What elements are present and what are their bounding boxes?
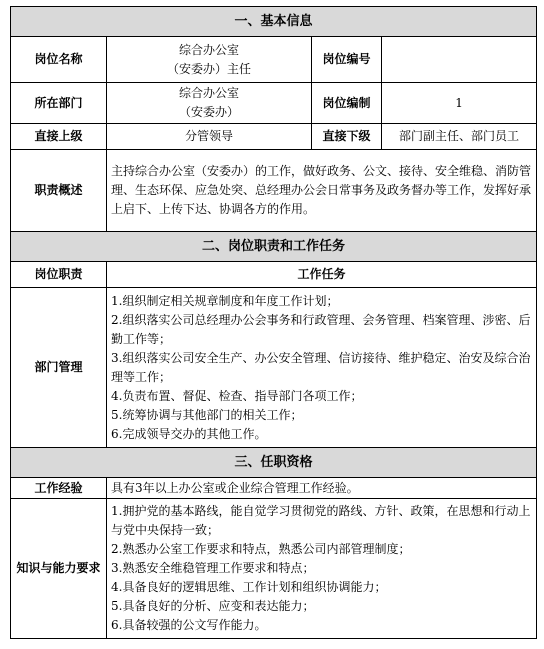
- overview-value: 主持综合办公室（安委办）的工作，做好政务、公文、接待、安全维稳、消防管理、生态环保、应急处突、总经理办公会日常事务及政务督办等工作，发挥好承上启下、上传下达、协调各方的作用。: [107, 150, 537, 232]
- overview-label: 职责概述: [11, 150, 107, 232]
- subordinate-label: 直接下级: [312, 124, 382, 150]
- subordinate-value: 部门副主任、部门员工: [382, 124, 537, 150]
- task-item: 3.组织落实公司安全生产、办公安全管理、信访接待、维护稳定、治安及综合治理等工作；: [111, 350, 531, 384]
- requirement-item: 1.拥护党的基本路线，能自觉学习贯彻党的路线、方针、政策，在思想和行动上与党中央保持一致；: [111, 504, 531, 537]
- knowledge-ability-label: 知识与能力要求: [11, 499, 107, 639]
- section-duties-title: 二、岗位职责和工作任务: [11, 232, 537, 262]
- position-name-value: 综合办公室 （安委办）主任: [107, 37, 312, 83]
- job-description-table: [10, 6, 537, 639]
- experience-value: 具有3年以上办公室或企业综合管理工作经验。: [107, 478, 537, 499]
- requirement-list: [107, 499, 537, 639]
- position-code-value: [382, 37, 537, 83]
- section-basic-info-title: 一、基本信息: [11, 7, 537, 37]
- task-item: 4.负责布置、督促、检查、指导部门各项工作；: [111, 388, 363, 403]
- headcount-value: 1: [382, 83, 537, 124]
- task-column-header: 工作任务: [107, 262, 537, 288]
- requirement-item: 5.具备良好的分析、应变和表达能力；: [111, 599, 315, 613]
- duty-column-header: 岗位职责: [11, 262, 107, 288]
- requirement-item: 2.熟悉办公室工作要求和特点，熟悉公司内部管理制度；: [111, 542, 411, 556]
- task-item: 6.完成领导交办的其他工作。: [111, 426, 267, 441]
- task-item: 5.统筹协调与其他部门的相关工作；: [111, 407, 303, 422]
- section-qualifications-title: 三、任职资格: [11, 448, 537, 478]
- requirement-item: 3.熟悉安全维稳管理工作要求和特点；: [111, 561, 315, 575]
- requirement-item: 6.具备较强的公文写作能力。: [111, 618, 267, 632]
- superior-label: 直接上级: [11, 124, 107, 150]
- requirement-item: 4.具备良好的逻辑思维、工作计划和组织协调能力；: [111, 580, 387, 594]
- task-item: 2.组织落实公司总经理办公会事务和行政管理、会务管理、档案管理、涉密、后勤工作等；: [111, 312, 531, 346]
- department-label: 所在部门: [11, 83, 107, 124]
- headcount-label: 岗位编制: [312, 83, 382, 124]
- position-name-label: 岗位名称: [11, 37, 107, 83]
- task-list: [107, 288, 537, 448]
- experience-label: 工作经验: [11, 478, 107, 499]
- task-item: 1.组织制定相关规章制度和年度工作计划；: [111, 293, 339, 308]
- position-code-label: 岗位编号: [312, 37, 382, 83]
- department-management-label: 部门管理: [11, 288, 107, 448]
- superior-value: 分管领导: [107, 124, 312, 150]
- department-value: 综合办公室 （安委办）: [107, 83, 312, 124]
